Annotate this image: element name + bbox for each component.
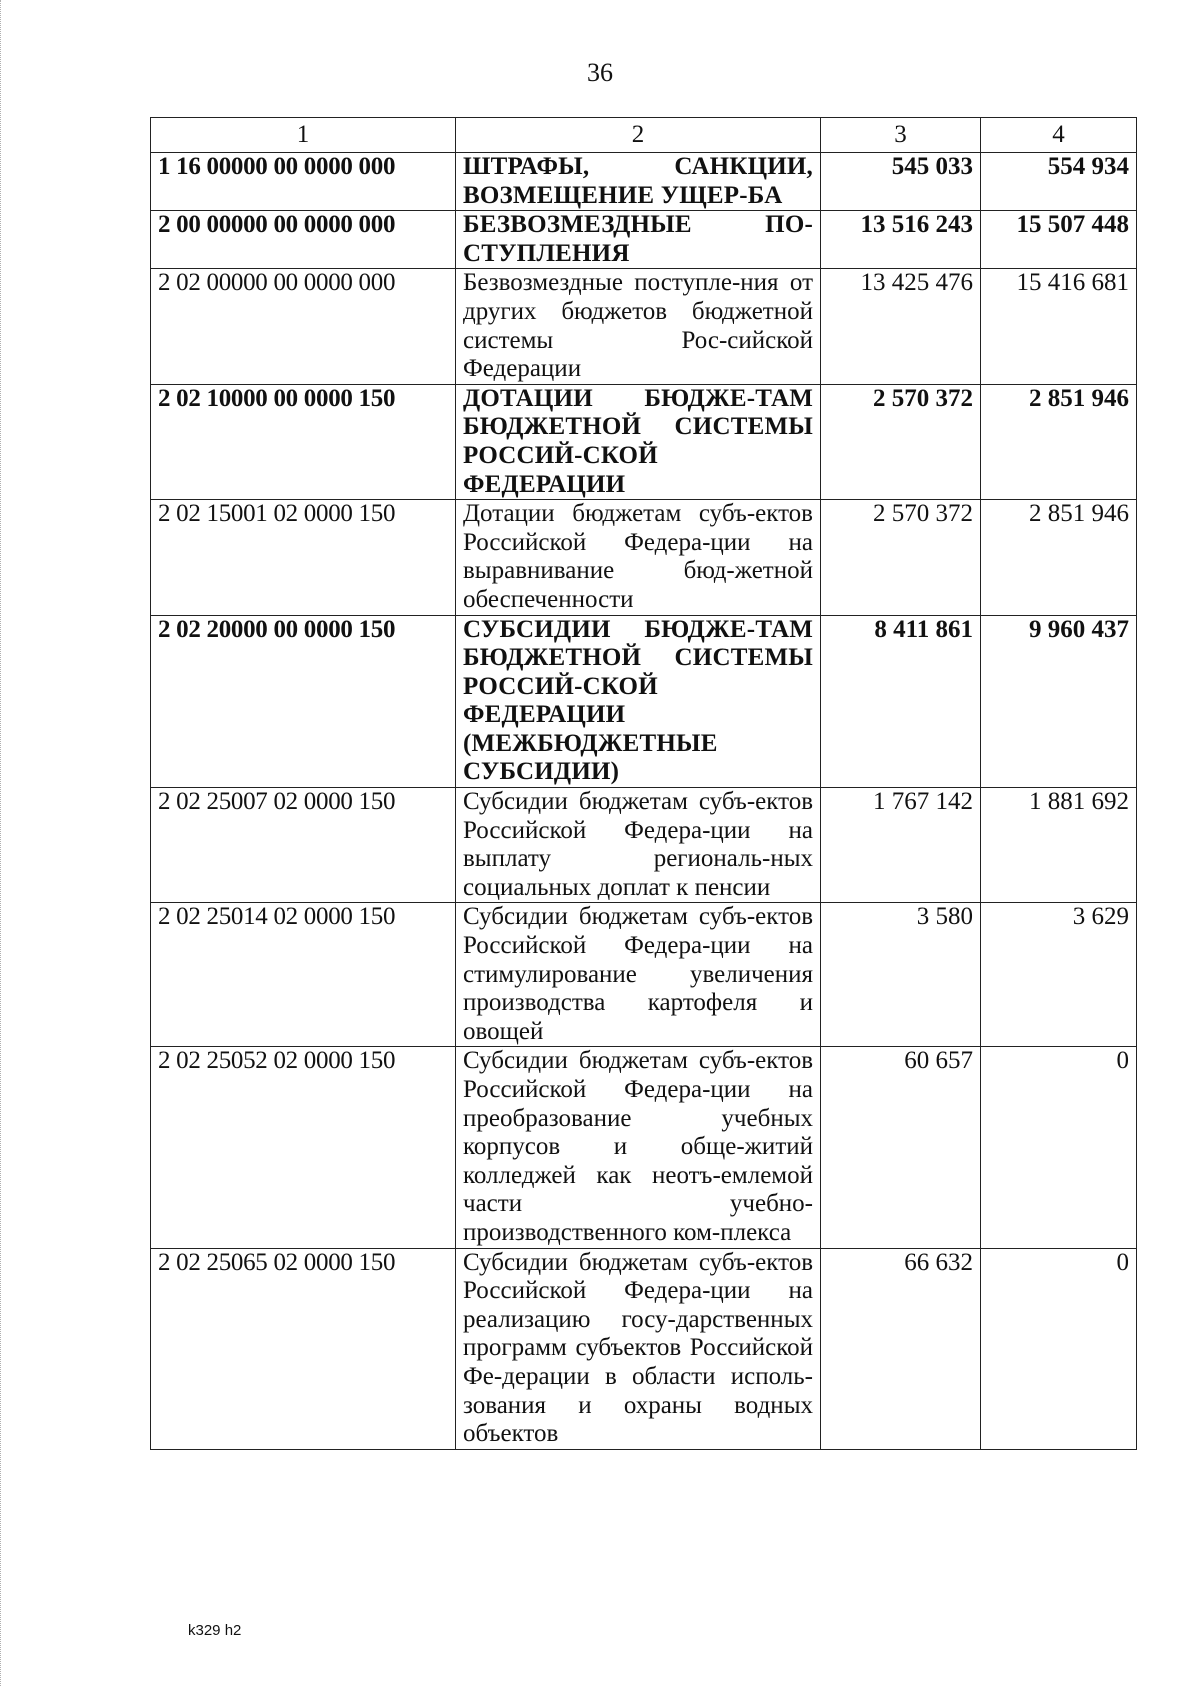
row-value-col3: 2 570 372 bbox=[821, 500, 981, 615]
row-value-col4: 0 bbox=[981, 1248, 1137, 1449]
table-header-row bbox=[151, 118, 1137, 153]
scan-edge bbox=[0, 0, 7, 1686]
table-row bbox=[151, 500, 1137, 615]
header-col-4: 4 bbox=[981, 118, 1137, 153]
row-code: 2 02 15001 02 0000 150 bbox=[151, 500, 456, 615]
header-col-3: 3 bbox=[821, 118, 981, 153]
row-value-col4: 2 851 946 bbox=[981, 500, 1137, 615]
row-name: Дотации бюджетам субъ-ектов Российской Федера-ции на выравнивание бюд-жетной обеспеченности bbox=[456, 500, 821, 615]
row-value-col3: 60 657 bbox=[821, 1047, 981, 1248]
row-value-col4: 554 934 bbox=[981, 153, 1137, 211]
row-value-col3: 545 033 bbox=[821, 153, 981, 211]
header-col-2: 2 bbox=[456, 118, 821, 153]
table-row bbox=[151, 153, 1137, 211]
row-code: 2 02 20000 00 0000 150 bbox=[151, 615, 456, 788]
row-name: Субсидии бюджетам субъ-ектов Российской Федера-ции на выплату региональ-ных социальных доплат к пенсии bbox=[456, 788, 821, 903]
table-row bbox=[151, 384, 1137, 499]
row-name: СУБСИДИИ БЮДЖЕ-ТАМ БЮДЖЕТНОЙ СИСТЕМЫ РОССИЙ-СКОЙ ФЕДЕРАЦИИ (МЕЖБЮДЖЕТНЫЕ СУБСИДИИ) bbox=[456, 615, 821, 788]
table-row bbox=[151, 615, 1137, 788]
row-value-col3: 8 411 861 bbox=[821, 615, 981, 788]
row-value-col4: 0 bbox=[981, 1047, 1137, 1248]
row-value-col4: 3 629 bbox=[981, 903, 1137, 1047]
table-row bbox=[151, 1248, 1137, 1449]
row-value-col3: 66 632 bbox=[821, 1248, 981, 1449]
table-row bbox=[151, 211, 1137, 269]
row-code: 2 02 25065 02 0000 150 bbox=[151, 1248, 456, 1449]
table-row bbox=[151, 788, 1137, 903]
row-value-col4: 2 851 946 bbox=[981, 384, 1137, 499]
row-code: 2 02 10000 00 0000 150 bbox=[151, 384, 456, 499]
page-number: 36 bbox=[587, 58, 613, 87]
budget-table bbox=[150, 117, 1137, 1450]
row-value-col4: 15 416 681 bbox=[981, 269, 1137, 384]
row-name: Безвозмездные поступле-ния от других бюджетов бюджетной системы Рос-сийской Федерации bbox=[456, 269, 821, 384]
row-value-col3: 2 570 372 bbox=[821, 384, 981, 499]
table-row bbox=[151, 903, 1137, 1047]
row-name: Субсидии бюджетам субъ-ектов Российской Федера-ции на преобразование учебных корпусов и обще-житий колледжей как неотъ-емлемой части учебно-производственного ком-плекса bbox=[456, 1047, 821, 1248]
row-value-col4: 15 507 448 bbox=[981, 211, 1137, 269]
row-value-col3: 13 425 476 bbox=[821, 269, 981, 384]
table-row bbox=[151, 269, 1137, 384]
row-value-col3: 1 767 142 bbox=[821, 788, 981, 903]
row-name: Субсидии бюджетам субъ-ектов Российской Федера-ции на стимулирование увеличения производства картофеля и овощей bbox=[456, 903, 821, 1047]
row-code: 2 02 00000 00 0000 000 bbox=[151, 269, 456, 384]
row-code: 2 02 25052 02 0000 150 bbox=[151, 1047, 456, 1248]
row-value-col3: 3 580 bbox=[821, 903, 981, 1047]
row-code: 2 02 25014 02 0000 150 bbox=[151, 903, 456, 1047]
header-col-1: 1 bbox=[151, 118, 456, 153]
row-name: БЕЗВОЗМЕЗДНЫЕ ПО-СТУПЛЕНИЯ bbox=[456, 211, 821, 269]
row-name: ШТРАФЫ, САНКЦИИ, ВОЗМЕЩЕНИЕ УЩЕР-БА bbox=[456, 153, 821, 211]
table-row bbox=[151, 1047, 1137, 1248]
row-value-col3: 13 516 243 bbox=[821, 211, 981, 269]
row-code: 1 16 00000 00 0000 000 bbox=[151, 153, 456, 211]
footer-mark: k329 h2 bbox=[188, 1622, 242, 1639]
row-value-col4: 1 881 692 bbox=[981, 788, 1137, 903]
row-value-col4: 9 960 437 bbox=[981, 615, 1137, 788]
row-code: 2 00 00000 00 0000 000 bbox=[151, 211, 456, 269]
row-code: 2 02 25007 02 0000 150 bbox=[151, 788, 456, 903]
row-name: Субсидии бюджетам субъ-ектов Российской Федера-ции на реализацию госу-дарственных программ субъектов Российской Фе-дерации в области исполь-зования и охраны водных объектов bbox=[456, 1248, 821, 1449]
row-name: ДОТАЦИИ БЮДЖЕ-ТАМ БЮДЖЕТНОЙ СИСТЕМЫ РОССИЙ-СКОЙ ФЕДЕРАЦИИ bbox=[456, 384, 821, 499]
